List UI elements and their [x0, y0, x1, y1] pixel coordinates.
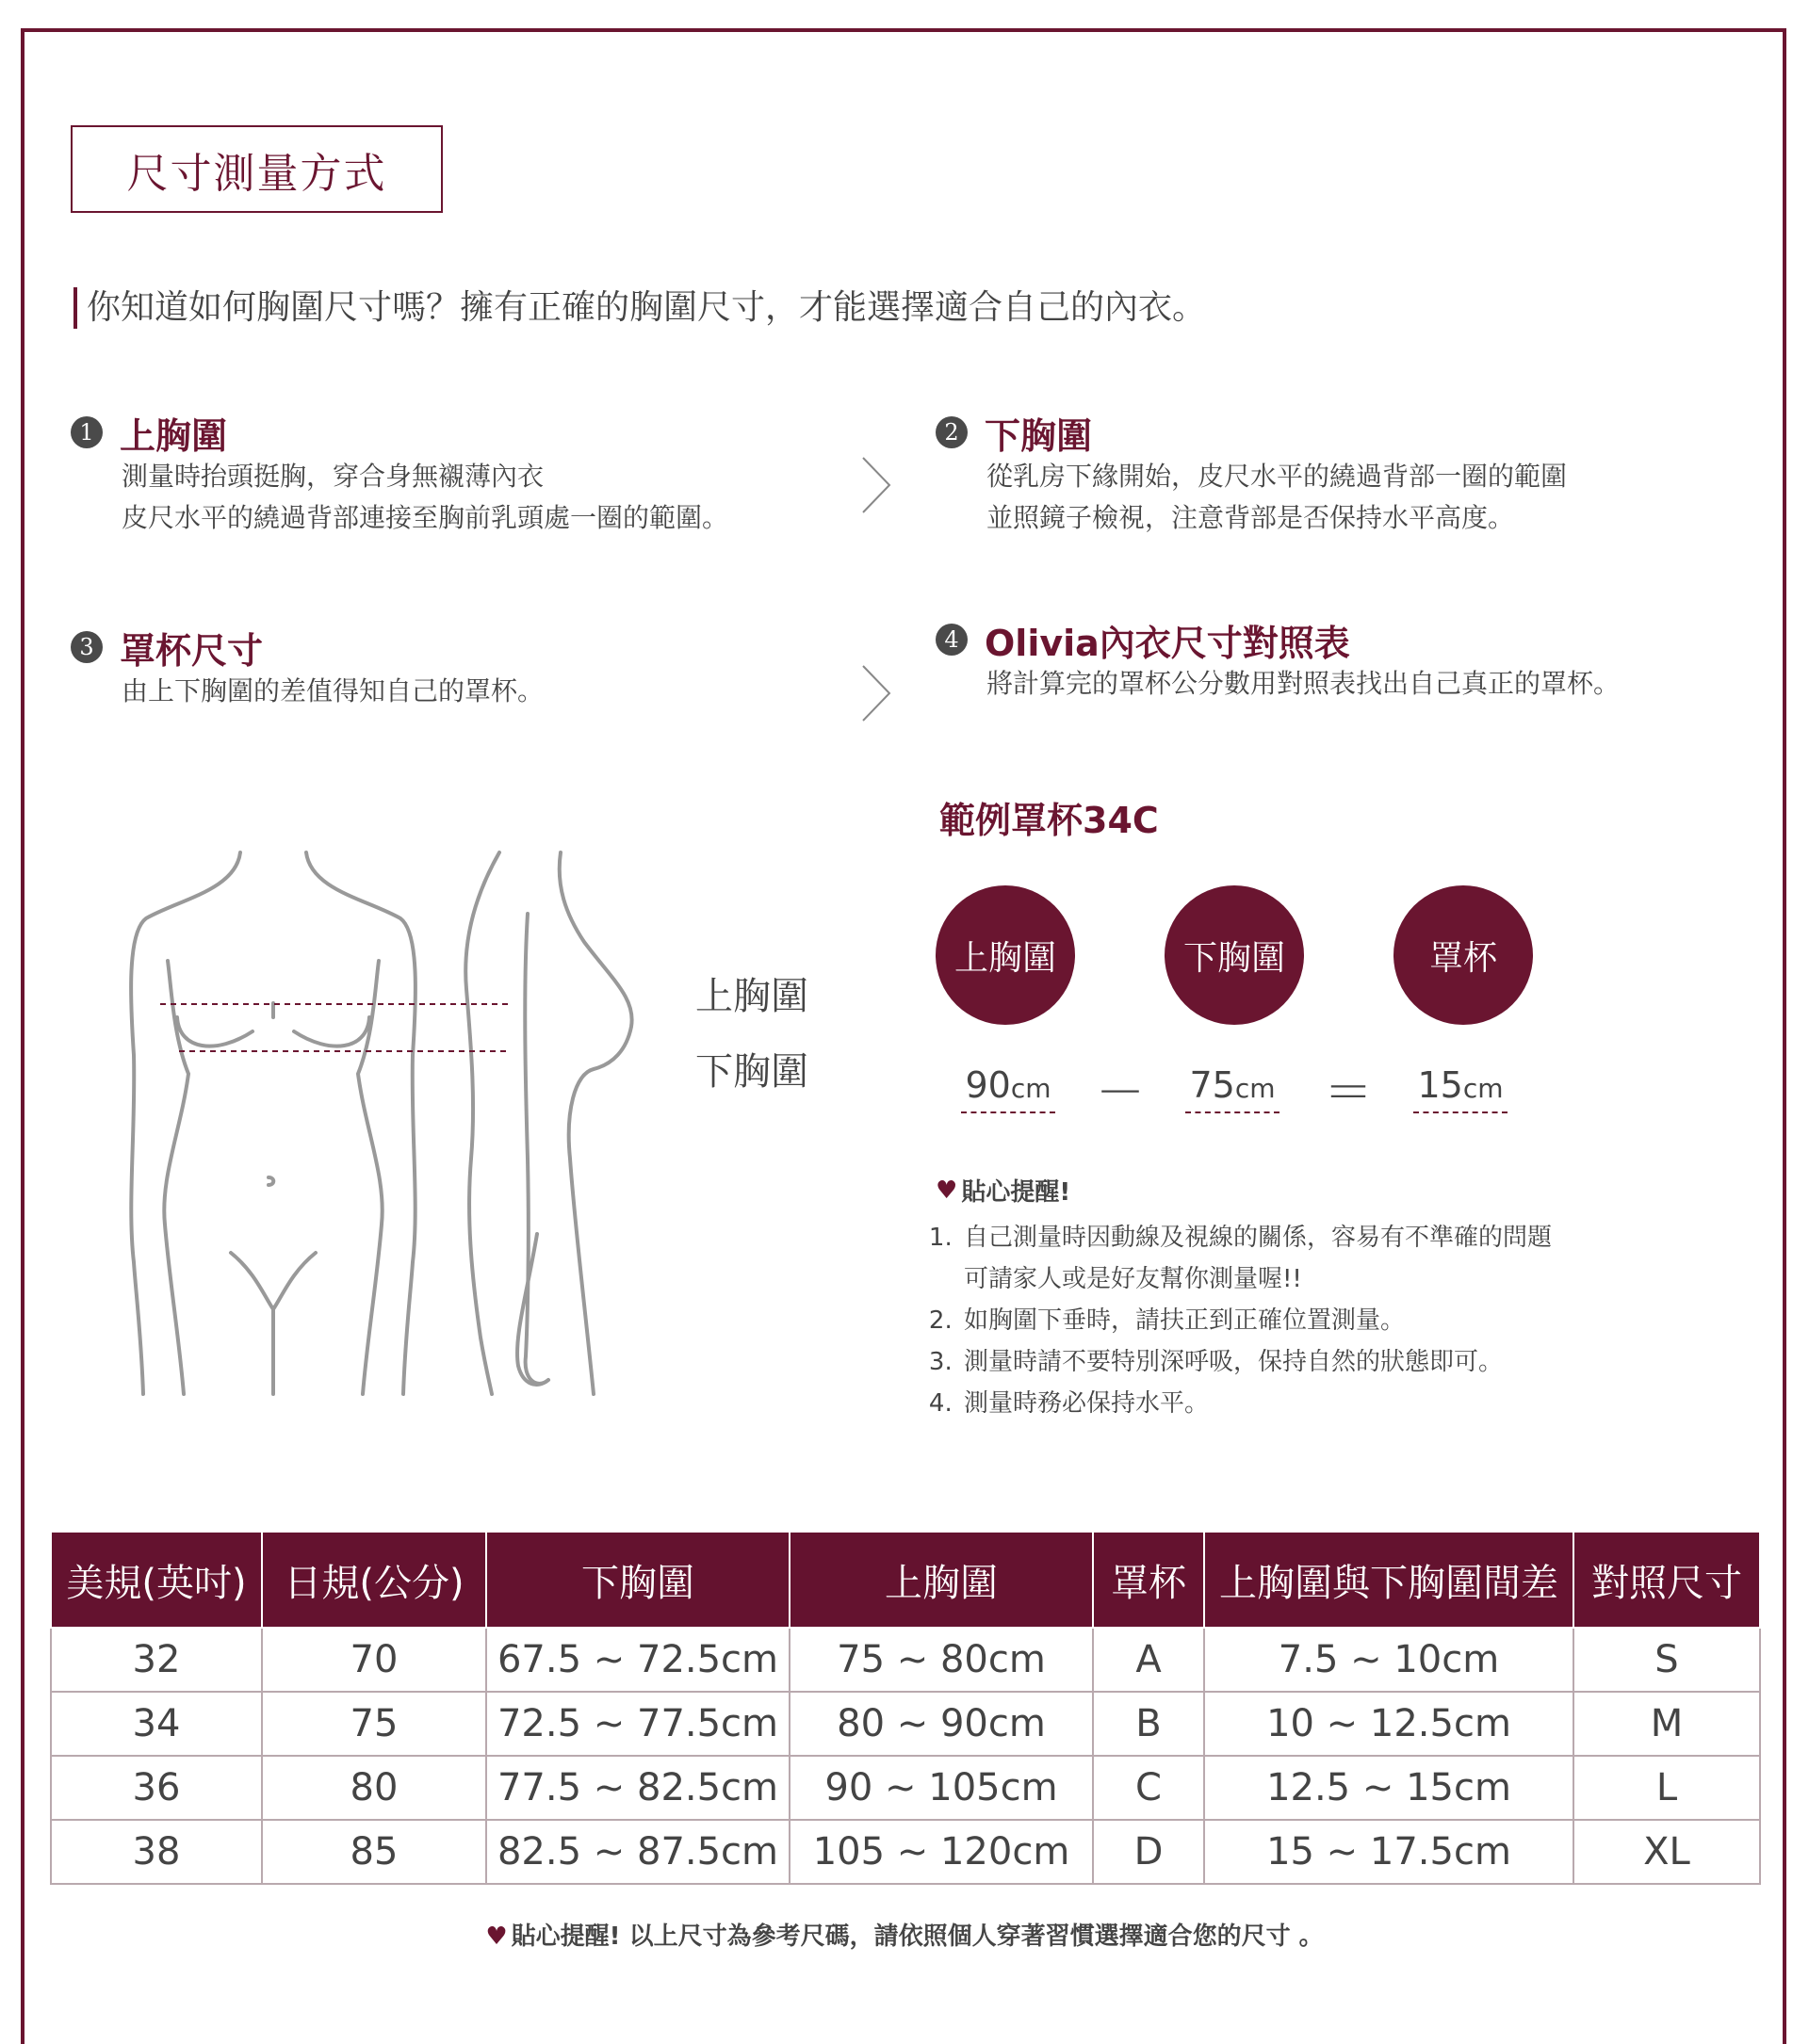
cell: 80 ~ 90cm — [790, 1692, 1093, 1756]
step-size-chart — [936, 616, 1620, 705]
tips-box — [936, 1173, 1552, 1424]
under-bust-circle: 下胸圍 — [1165, 885, 1304, 1025]
cell: A — [1093, 1628, 1204, 1692]
cell: 38 — [51, 1820, 262, 1884]
header-size: 對照尺寸 — [1573, 1533, 1760, 1628]
tip-item: 3. 測量時請不要特別深呼吸，保持自然的狀態即可。 — [960, 1341, 1552, 1383]
cell: 10 ~ 12.5cm — [1204, 1692, 1573, 1756]
table-row — [51, 1756, 1760, 1820]
heart-icon: ♥ — [485, 1922, 508, 1951]
cell: 77.5 ~ 82.5cm — [486, 1756, 790, 1820]
cell: 90 ~ 105cm — [790, 1756, 1093, 1820]
footer-note: ♥ 貼心提醒! 以上尺寸為參考尺碼，請依照個人穿著習慣選擇適合您的尺寸 。 — [485, 1922, 1324, 1951]
step-number-badge: 3 — [71, 631, 103, 663]
cell: M — [1573, 1692, 1760, 1756]
step-number-badge: 1 — [71, 416, 103, 448]
equals-sign: ＝ — [1324, 1065, 1374, 1122]
step-desc-line: 將計算完的罩杯公分數用對照表找出自己真正的罩杯。 — [986, 668, 1621, 699]
step-title: 上胸圍 — [120, 414, 228, 457]
step-number-badge: 2 — [936, 416, 968, 448]
cell: 75 — [262, 1692, 486, 1756]
table-row — [51, 1628, 1760, 1692]
upper-bust-value: 90cm — [961, 1064, 1055, 1113]
cell: 72.5 ~ 77.5cm — [486, 1692, 790, 1756]
cell: 12.5 ~ 15cm — [1204, 1756, 1573, 1820]
body-outline-illustration — [122, 848, 688, 1403]
cell: 34 — [51, 1692, 262, 1756]
tip-item: 2. 如胸圍下垂時，請扶正到正確位置測量。 — [960, 1300, 1552, 1341]
cell: 82.5 ~ 87.5cm — [486, 1820, 790, 1884]
step-title: 下胸圍 — [985, 414, 1093, 457]
step-desc-line: 從乳房下緣開始，皮尺水平的繞過背部一圈的範圍 — [986, 461, 1568, 492]
cell: 15 ~ 17.5cm — [1204, 1820, 1573, 1884]
header-cup: 罩杯 — [1093, 1533, 1204, 1628]
chevron-right-icon — [859, 662, 893, 724]
chevron-right-icon — [859, 454, 893, 516]
cell: 85 — [262, 1820, 486, 1884]
header-difference: 上胸圍與下胸圍間差 — [1204, 1533, 1573, 1628]
step-cup-size — [71, 624, 544, 712]
step-under-bust — [936, 409, 1567, 539]
tip-item: 1. 自己測量時因動線及視線的關係，容易有不準確的問題 可請家人或是好友幫你測量喔!! — [960, 1217, 1552, 1300]
step-desc-line: 皮尺水平的繞過背部連接至胸前乳頭處一圈的範圍。 — [122, 502, 729, 533]
cell: 32 — [51, 1628, 262, 1692]
intro-text: 你知道如何胸圍尺寸嗎？擁有正確的胸圍尺寸，才能選擇適合自己的內衣。 — [73, 287, 1206, 329]
cell: 105 ~ 120cm — [790, 1820, 1093, 1884]
under-bust-label: 下胸圍 — [695, 1050, 808, 1094]
cell: 70 — [262, 1628, 486, 1692]
cup-value: 15cm — [1413, 1064, 1508, 1113]
cell: 67.5 ~ 72.5cm — [486, 1628, 790, 1692]
cell: 75 ~ 80cm — [790, 1628, 1093, 1692]
tips-heading: 貼心提醒! — [961, 1178, 1071, 1207]
size-chart-table — [50, 1533, 1761, 1885]
cell: L — [1573, 1756, 1760, 1820]
header-under-bust: 下胸圍 — [486, 1533, 790, 1628]
upper-bust-circle: 上胸圍 — [936, 885, 1075, 1025]
table-header-row — [51, 1533, 1760, 1628]
cell: S — [1573, 1628, 1760, 1692]
cell: C — [1093, 1756, 1204, 1820]
upper-bust-label: 上胸圍 — [695, 975, 808, 1018]
step-title: Olivia內衣尺寸對照表 — [985, 622, 1350, 664]
example-title: 範例罩杯34C — [939, 800, 1159, 841]
header-upper-bust: 上胸圍 — [790, 1533, 1093, 1628]
step-desc-line: 測量時抬頭挺胸，穿合身無襯薄內衣 — [122, 461, 545, 492]
step-number-badge: 4 — [936, 624, 968, 656]
cell: XL — [1573, 1820, 1760, 1884]
header-jp-size: 日規(公分) — [262, 1533, 486, 1628]
heart-icon: ♥ — [936, 1176, 958, 1205]
step-desc-line: 並照鏡子檢視，注意背部是否保持水平高度。 — [986, 502, 1515, 533]
cell: D — [1093, 1820, 1204, 1884]
table-row — [51, 1820, 1760, 1884]
under-bust-value: 75cm — [1185, 1064, 1279, 1113]
cell: B — [1093, 1692, 1204, 1756]
cell: 80 — [262, 1756, 486, 1820]
minus-sign: － — [1096, 1065, 1146, 1122]
table-row — [51, 1692, 1760, 1756]
page-title: 尺寸測量方式 — [71, 125, 443, 213]
step-desc-line: 由上下胸圍的差值得知自己的罩杯。 — [122, 675, 545, 706]
tip-item: 4. 測量時務必保持水平。 — [960, 1383, 1552, 1424]
cell: 36 — [51, 1756, 262, 1820]
tip-item-line2: 可請家人或是好友幫你測量喔!! — [964, 1265, 1302, 1293]
step-title: 罩杯尺寸 — [120, 629, 264, 672]
cell: 7.5 ~ 10cm — [1204, 1628, 1573, 1692]
header-us-size: 美規(英吋) — [51, 1533, 262, 1628]
step-upper-bust — [71, 409, 728, 539]
cup-circle: 罩杯 — [1393, 885, 1533, 1025]
